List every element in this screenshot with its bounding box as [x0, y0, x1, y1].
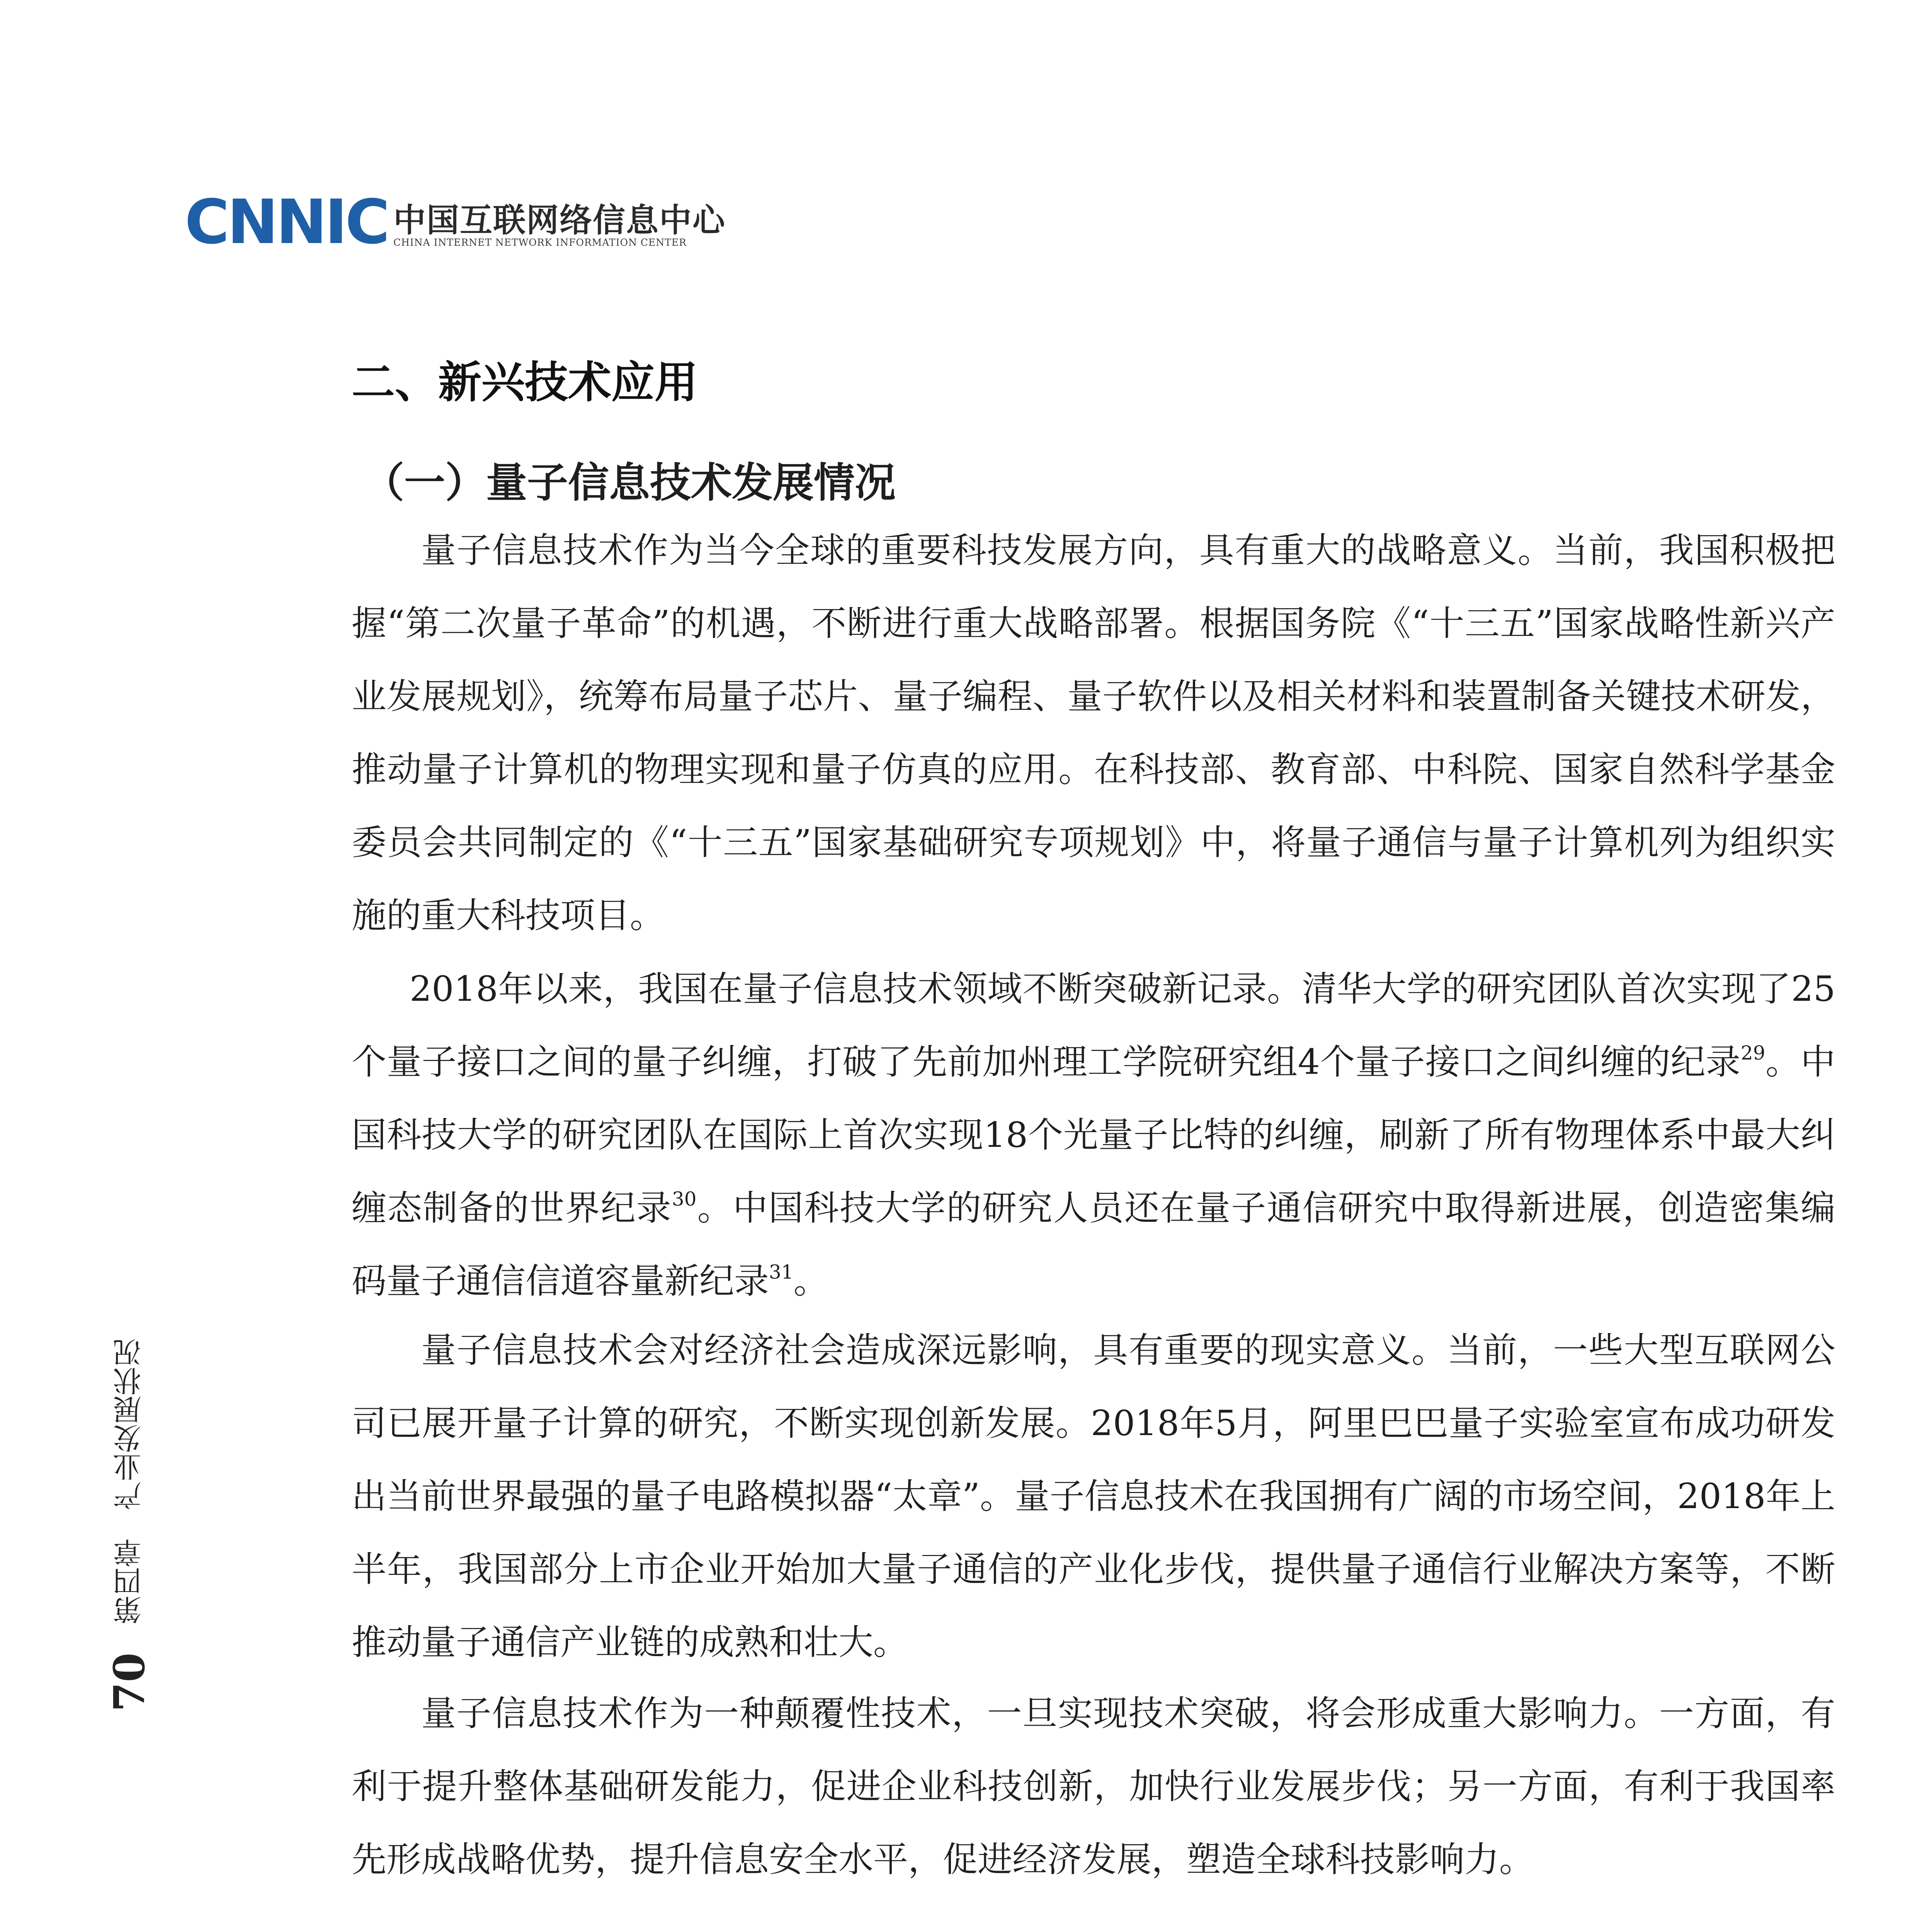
logo-chinese-name: 中国互联网络信息中心	[393, 201, 726, 239]
subsection-title-space-comm	[363, 1928, 814, 1932]
paragraph: 量子信息技术作为当今全球的重要科技发展方向，具有重大的战略意义。当前，我国积极把握“第二次量子革命”的机遇，不断进行重大战略部署。根据国务院《“十三五”国家战略性新兴产业发展规划》，统筹布局量子芯片、量子编程、量子软件以及相关材料和装置制备关键技术研发，推动量子计算机的物理实现和量子仿真的应用。在科技部、教育部、中科院、国家自然科学基金委员会共同制定的《“十三五”国家基础研究专项规划》中，将量子通信与量子计算机列为组织实施的重大科技项目。	[352, 530, 1835, 936]
chapter-number: 第四章	[113, 1538, 146, 1624]
paragraph: 量子信息技术作为一种颠覆性技术，一旦实现技术突破，将会形成重大影响力。一方面，有利于提升整体基础研发能力，促进企业科技创新，加快行业发展步伐；另一方面，有利于我国率先形成战略优势，提升信息安全水平，促进经济发展，塑造全球科技影响力。	[352, 1693, 1835, 1880]
section-title: 二、新兴技术应用	[352, 357, 698, 408]
cnnic-logo-mark: CNNIC	[185, 187, 388, 258]
paragraph: 2018年以来，我国在量子信息技术领域不断突破新记录。清华大学的研究团队首次实现了25个量子接口之间的量子纠缠，打破了先前加州理工学院研究组4个量子接口之间纠缠的纪录$^{29}$。中国科技大学的研究团队在国际上首次实现18个光量子比特的纠缠，刷新了所有物理体系中最大纠缠态制备的世界纪录$^{30}$。中国科技大学的研究人员还在量子通信研究中取得新进展，创造密集编码量子通信信道容量新纪录$^{31}$。	[352, 969, 1836, 1301]
subsection-title-quantum: （一）量子信息技术发展情况	[363, 458, 896, 507]
footnote-ref: 31	[769, 1261, 794, 1283]
paragraph: 量子信息技术会对经济社会造成深远影响，具有重要的现实意义。当前，一些大型互联网公司已展开量子计算的研究，不断实现创新发展。2018年5月，阿里巴巴量子实验室宣布成功研发出当前世界最强的量子电路模拟器“太章”。量子信息技术在我国拥有广阔的市场空间，2018年上半年，我国部分上市企业开始加大量子通信的产业化步伐，提供量子通信行业解决方案等，不断推动量子通信产业链的成熟和壮大。	[352, 1330, 1835, 1663]
footnote-ref: 30	[672, 1188, 697, 1210]
chapter-title: 产业发展状况	[113, 1338, 146, 1510]
logo-english-name: CHINA INTERNET NETWORK INFORMATION CENTER	[393, 237, 687, 248]
page-number: 70	[104, 1652, 154, 1712]
footnote-ref: 29	[1740, 1042, 1765, 1064]
side-chapter-label	[104, 1236, 174, 1712]
